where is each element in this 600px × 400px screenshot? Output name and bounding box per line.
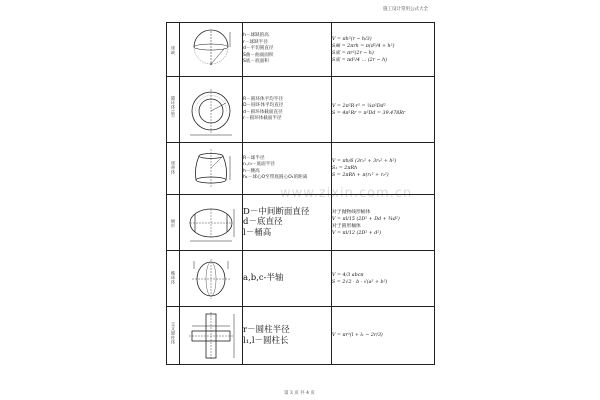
- formulas-cell: [332, 23, 435, 77]
- shape-figure-cell: [180, 307, 243, 365]
- table-row: [167, 77, 435, 143]
- symbol-line: l－桶高: [243, 227, 272, 238]
- symbols-cell: [243, 251, 332, 307]
- shape-name: 球缺: [171, 46, 176, 55]
- formula-line: V = πr²(l + l₁ − 2r/3): [332, 333, 383, 338]
- formulas-cell: [332, 251, 435, 307]
- symbol-line: D－圆环体平均直径: [243, 103, 284, 109]
- shape-figure-cell: [180, 195, 243, 251]
- shape-name-cell: [167, 77, 180, 143]
- formula-line: S = 4π²Rr = π²Dd = 39.478Rr: [332, 110, 406, 116]
- symbol-line: S底－底面积: [243, 59, 269, 65]
- symbol-line: d－平切圆直径: [243, 46, 274, 52]
- symbol-line: h－球缺的高: [243, 33, 269, 39]
- symbol-line: R－圆环体平均半径: [243, 96, 283, 102]
- torus-figure: [186, 81, 236, 139]
- shape-name-cell: [167, 143, 180, 195]
- symbol-line: r－球缺半径: [243, 39, 268, 45]
- formula-line: V = 4/3 abcπ: [332, 272, 364, 278]
- formula-note: 对于圆形桶体: [332, 223, 361, 229]
- ellipsoid-figure: [184, 257, 238, 301]
- formula-table: [166, 22, 435, 365]
- formulas-cell: [332, 143, 435, 195]
- shape-name-cell: [167, 195, 180, 251]
- formulas-cell: [332, 307, 435, 365]
- shape-figure-cell: [180, 251, 243, 307]
- symbol-line: h－腰高: [243, 168, 260, 174]
- formula-line: S底 = πd²/4 … (2r − h): [332, 57, 388, 63]
- formula-line: S = 2πRh + π(r₁² + r₂²): [332, 173, 389, 178]
- watermark: www.zixin.com.cn: [280, 186, 413, 201]
- shape-name: 桶形: [171, 219, 176, 228]
- shape-name: 椭球体: [171, 270, 176, 284]
- symbol-line: D－中间断面直径: [243, 206, 310, 217]
- formula-line: V = πl/15 (2D² + Dd + ¾d²): [332, 216, 400, 222]
- formulas-cell: [332, 77, 435, 143]
- spherical-zone-figure: [186, 146, 236, 192]
- barrel-figure: [184, 201, 238, 245]
- formula-line: S底 = πr²(2r − h): [332, 50, 374, 56]
- shape-name-cell: [167, 307, 180, 365]
- symbol-line: l₁,l－圆柱长: [243, 335, 289, 346]
- shape-figure-cell: [180, 23, 243, 77]
- shape-name: 交叉圆柱体: [171, 322, 176, 345]
- symbol-line: a,b,c-半轴: [243, 273, 284, 284]
- formula-line: V = 2π²R·r² = ¼π²Dd²: [332, 103, 386, 109]
- page-footer: 第 3 页 共 4 页: [284, 391, 315, 396]
- symbols-cell: [243, 195, 332, 251]
- formula-line: S₁ = 2πRh: [332, 166, 358, 171]
- symbol-line: d－底直径: [243, 217, 283, 228]
- symbol-line: r－圆柱半径: [243, 325, 290, 335]
- symbol-line: h₁－球心O至带底圆心O₁的距离: [243, 174, 308, 180]
- shape-figure-cell: [180, 143, 243, 195]
- table-row: [167, 307, 435, 365]
- table-row: [167, 23, 435, 77]
- symbol-line: r₁,r₂－底面半径: [243, 162, 275, 168]
- symbols-cell: [243, 143, 332, 195]
- page-header: 施工设计常用公式大全: [383, 7, 428, 12]
- shape-name-cell: [167, 251, 180, 307]
- cross-cylinder-figure: [184, 311, 238, 361]
- symbols-cell: [243, 307, 332, 365]
- shape-figure-cell: [180, 77, 243, 143]
- shape-name: 圆环体(胎): [171, 96, 176, 119]
- formula-line: S曲 = 2πrh = π(d²/4 + h²): [332, 43, 395, 49]
- table-row: [167, 143, 435, 195]
- formula-line: S = 2√2 · b · √(a² + b²): [332, 279, 388, 285]
- symbol-line: R－球半径: [243, 155, 265, 161]
- formulas-cell: [332, 195, 435, 251]
- symbol-line: S曲－曲面面积: [243, 52, 274, 58]
- shape-name: 球带体: [171, 160, 176, 174]
- symbol-line: d－圆环体截面直径: [243, 109, 283, 115]
- formula-line: V = πh/6 (3r₁² + 3r₂² + h²): [332, 159, 397, 164]
- symbols-cell: [243, 77, 332, 143]
- shape-name-cell: [167, 23, 180, 77]
- formula-line: V = πh²(r − h/3): [332, 36, 372, 42]
- table-row: [167, 251, 435, 307]
- spherical-segment-figure: [186, 27, 236, 73]
- table-row: [167, 195, 435, 251]
- formula-note: 对于抛物线形桶体: [332, 209, 371, 215]
- symbol-line: r－圆环体截面半径: [243, 115, 282, 121]
- symbols-cell: [243, 23, 332, 77]
- formula-line: V = πl/12 (2D² + d²): [332, 230, 382, 236]
